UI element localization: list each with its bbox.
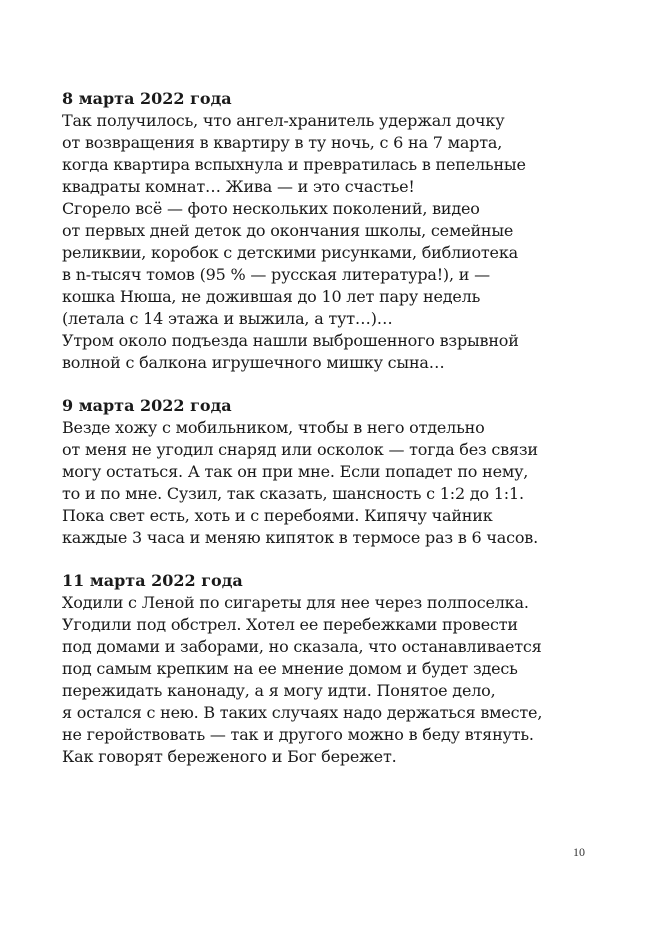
diary-entry-march-11	[62, 570, 622, 768]
text-line: Ходили с Леной по сигареты для нее через полпоселка.	[62, 593, 529, 612]
text-line: от меня не угодил снаряд или осколок — тогда без связи	[62, 440, 538, 459]
text-line: Пока свет есть, хоть и с перебоями. Кипячу чайник	[62, 506, 493, 525]
text-line: то и по мне. Сузил, так сказать, шансность с 1:2 до 1:1.	[62, 484, 524, 503]
text-line: пережидать канонаду, а я могу идти. Понятое дело,	[62, 681, 496, 700]
text-line: реликвии, коробок с детскими рисунками, библиотека	[62, 243, 518, 262]
text-line: могу остаться. А так он при мне. Если попадет по нему,	[62, 462, 529, 481]
text-line: не геройствовать — так и другого можно в беду втянуть.	[62, 725, 534, 744]
page-body	[62, 88, 622, 789]
text-line: волной с балкона игрушечного мишку сына…	[62, 353, 445, 372]
text-line: квадраты комнат… Жива — и это счастье!	[62, 177, 415, 196]
text-line: каждые 3 часа и меняю кипяток в термосе раз в 6 часов.	[62, 528, 539, 547]
text-line: кошка Нюша, не дожившая до 10 лет пару недель	[62, 287, 481, 306]
text-line: под домами и заборами, но сказала, что останавливается	[62, 637, 542, 656]
text-line: Как говорят береженого и Бог бережет.	[62, 747, 397, 766]
text-line: Угодили под обстрел. Хотел ее перебежками провести	[62, 615, 518, 634]
text-line: Так получилось, что ангел-хранитель удержал дочку	[62, 111, 505, 130]
text-line: я остался с нею. В таких случаях надо держаться вместе,	[62, 703, 543, 722]
text-line: от возвращения в квартиру в ту ночь, с 6 на 7 марта,	[62, 133, 503, 152]
text-line: Сгорело всё — фото нескольких поколений, видео	[62, 199, 480, 218]
entry-date: 11 марта 2022 года	[62, 571, 243, 590]
text-line: Везде хожу с мобильником, чтобы в него отдельно	[62, 418, 485, 437]
diary-entry-march-9	[62, 395, 622, 549]
text-line: под самым крепким на ее мнение домом и будет здесь	[62, 659, 518, 678]
entry-date: 9 марта 2022 года	[62, 396, 232, 415]
text-line: от первых дней деток до окончания школы, семейные	[62, 221, 514, 240]
text-line: в n-тысяч томов (95 % — русская литература!), и —	[62, 265, 490, 284]
text-line: (летала с 14 этажа и выжила, а тут…)…	[62, 309, 393, 328]
page-number: 10	[573, 845, 585, 859]
diary-entry-march-8	[62, 88, 622, 374]
text-line: когда квартира вспыхнула и превратилась в пепельные	[62, 155, 526, 174]
text-line: Утром около подъезда нашли выброшенного взрывной	[62, 331, 519, 350]
entry-date: 8 марта 2022 года	[62, 89, 232, 108]
